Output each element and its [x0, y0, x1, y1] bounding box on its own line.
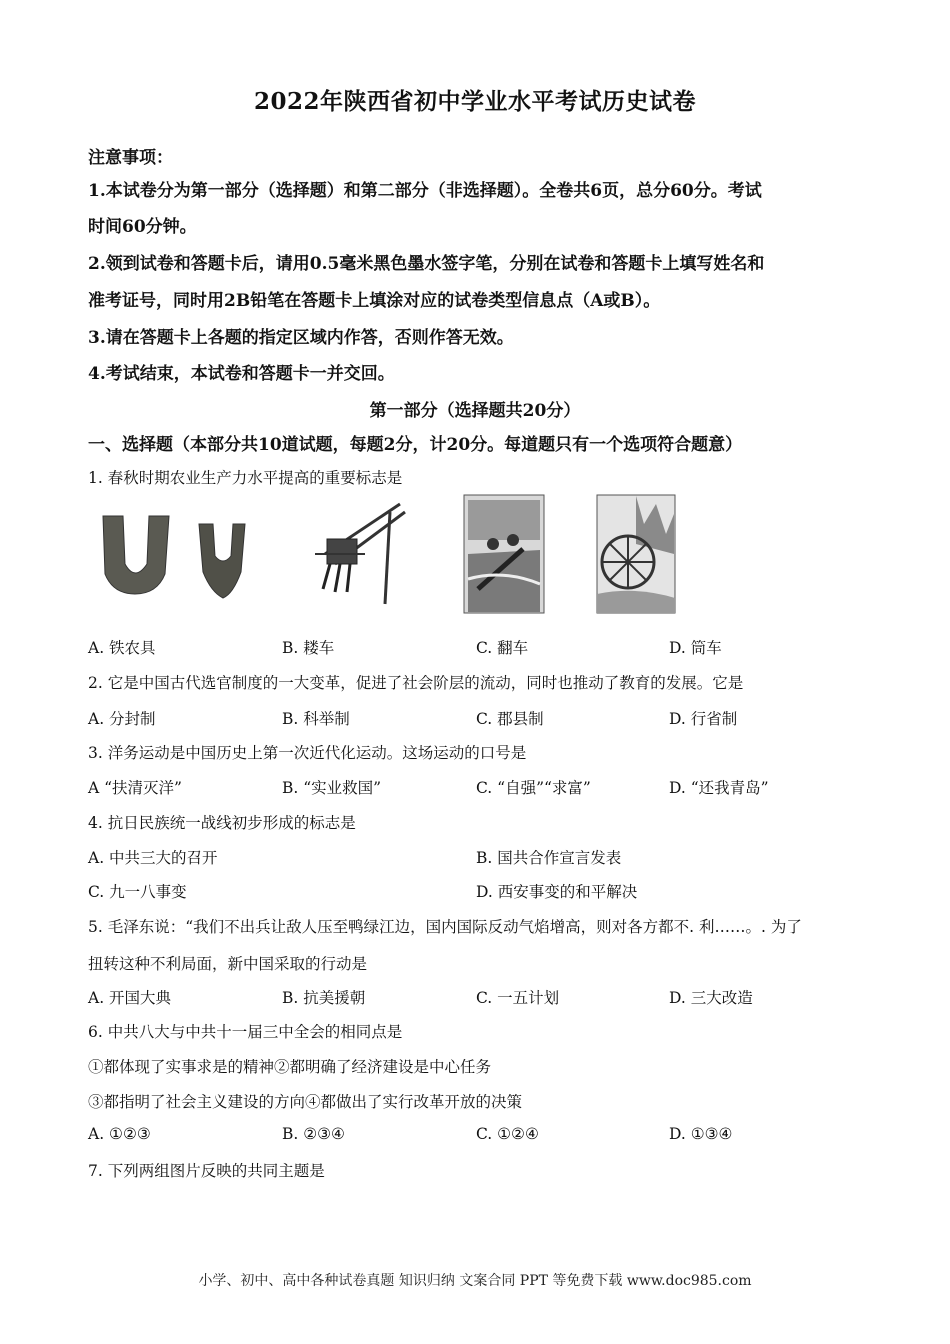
q2-option-b: B. 科举制 [282, 710, 350, 728]
q6-option-c: C. ①②④ [476, 1125, 539, 1143]
q2-option-c: C. 郡县制 [476, 710, 544, 728]
notice-item-1-line-2: 时间60分钟。 [88, 217, 197, 237]
page-footer: 小学、初中、高中各种试卷真题 知识归纳 文案合同 PPT 等免费下载 www.doc985.com [198, 1273, 752, 1289]
notice-item-4: 4.考试结束，本试卷和答题卡一并交回。 [88, 364, 395, 384]
question-6-statement-1: ①都体现了实事求是的精神②都明确了经济建设是中心任务 [88, 1058, 492, 1076]
part-1-heading: 第一部分（选择题共20分） [369, 401, 581, 421]
page-title: 2022年陕西省初中学业水平考试历史试卷 [253, 88, 696, 115]
notice-item-1-line-1: 1.本试卷分为第一部分（选择题）和第二部分（非选择题）。全卷共6页，总分60分。考试 [88, 181, 762, 201]
question-5-stem-line-1: 5. 毛泽东说：“我们不出兵让敌人压至鸭绿江边，国内国际反动气焰增高，则对各方都不. 利……。. 为了 [88, 918, 802, 936]
notice-item-2-line-1: 2.领到试卷和答题卡后，请用0.5毫米黑色墨水签字笔，分别在试卷和答题卡上填写姓名和 [88, 254, 765, 274]
q4-option-b: B. 国共合作宣言发表 [476, 849, 622, 867]
q6-option-a: A. ①②③ [88, 1125, 151, 1143]
q5-option-d: D. 三大改造 [669, 989, 753, 1007]
q5-option-c: C. 一五计划 [476, 989, 560, 1007]
q3-option-c: C. “自强”“求富” [476, 779, 591, 797]
q3-option-b: B. “实业救国” [282, 779, 382, 797]
iron-tools-image [95, 494, 255, 614]
q2-option-d: D. 行省制 [669, 710, 738, 728]
question-3-stem: 3. 洋务运动是中国历史上第一次近代化运动。这场运动的口号是 [88, 744, 527, 762]
question-7-stem: 7. 下列两组图片反映的共同主题是 [88, 1162, 325, 1180]
q1-option-d: D. 筒车 [669, 639, 722, 657]
seed-drill-image [305, 494, 415, 614]
q3-option-a: A “扶清灭洋” [88, 779, 182, 797]
q5-option-a: A. 开国大典 [88, 989, 172, 1007]
q4-option-d: D. 西安事变的和平解决 [476, 883, 638, 901]
q1-option-a: A. 铁农具 [88, 639, 156, 657]
notice-item-2-line-2: 准考证号，同时用2B铅笔在答题卡上填涂对应的试卷类型信息点（A或B）。 [88, 291, 661, 311]
chain-pump-image [463, 494, 545, 614]
notice-heading: 注意事项： [88, 148, 173, 168]
q6-option-d: D. ①③④ [669, 1125, 733, 1143]
question-5-stem-line-2: 扭转这种不利局面，新中国采取的行动是 [88, 955, 368, 973]
q5-option-b: B. 抗美援朝 [282, 989, 366, 1007]
question-2-stem: 2. 它是中国古代选官制度的一大变革，促进了社会阶层的流动，同时也推动了教育的发展。它是 [88, 674, 744, 692]
q1-option-b: B. 耧车 [282, 639, 335, 657]
water-wheel-image [596, 494, 676, 614]
question-1-stem: 1. 春秋时期农业生产力水平提高的重要标志是 [88, 469, 403, 487]
q1-option-c: C. 翻车 [476, 639, 529, 657]
notice-item-3: 3.请在答题卡上各题的指定区域内作答，否则作答无效。 [88, 328, 514, 348]
q3-option-d: D. “还我青岛” [669, 779, 769, 797]
question-6-stem: 6. 中共八大与中共十一届三中全会的相同点是 [88, 1023, 403, 1041]
q4-option-c: C. 九一八事变 [88, 883, 187, 901]
question-6-statement-2: ③都指明了社会主义建设的方向④都做出了实行改革开放的决策 [88, 1093, 523, 1111]
q2-option-a: A. 分封制 [88, 710, 156, 728]
q6-option-b: B. ②③④ [282, 1125, 345, 1143]
q4-option-a: A. 中共三大的召开 [88, 849, 218, 867]
question-4-stem: 4. 抗日民族统一战线初步形成的标志是 [88, 814, 356, 832]
section-1-heading: 一、选择题（本部分共10道试题，每题2分，计20分。每道题只有一个选项符合题意） [88, 435, 743, 455]
